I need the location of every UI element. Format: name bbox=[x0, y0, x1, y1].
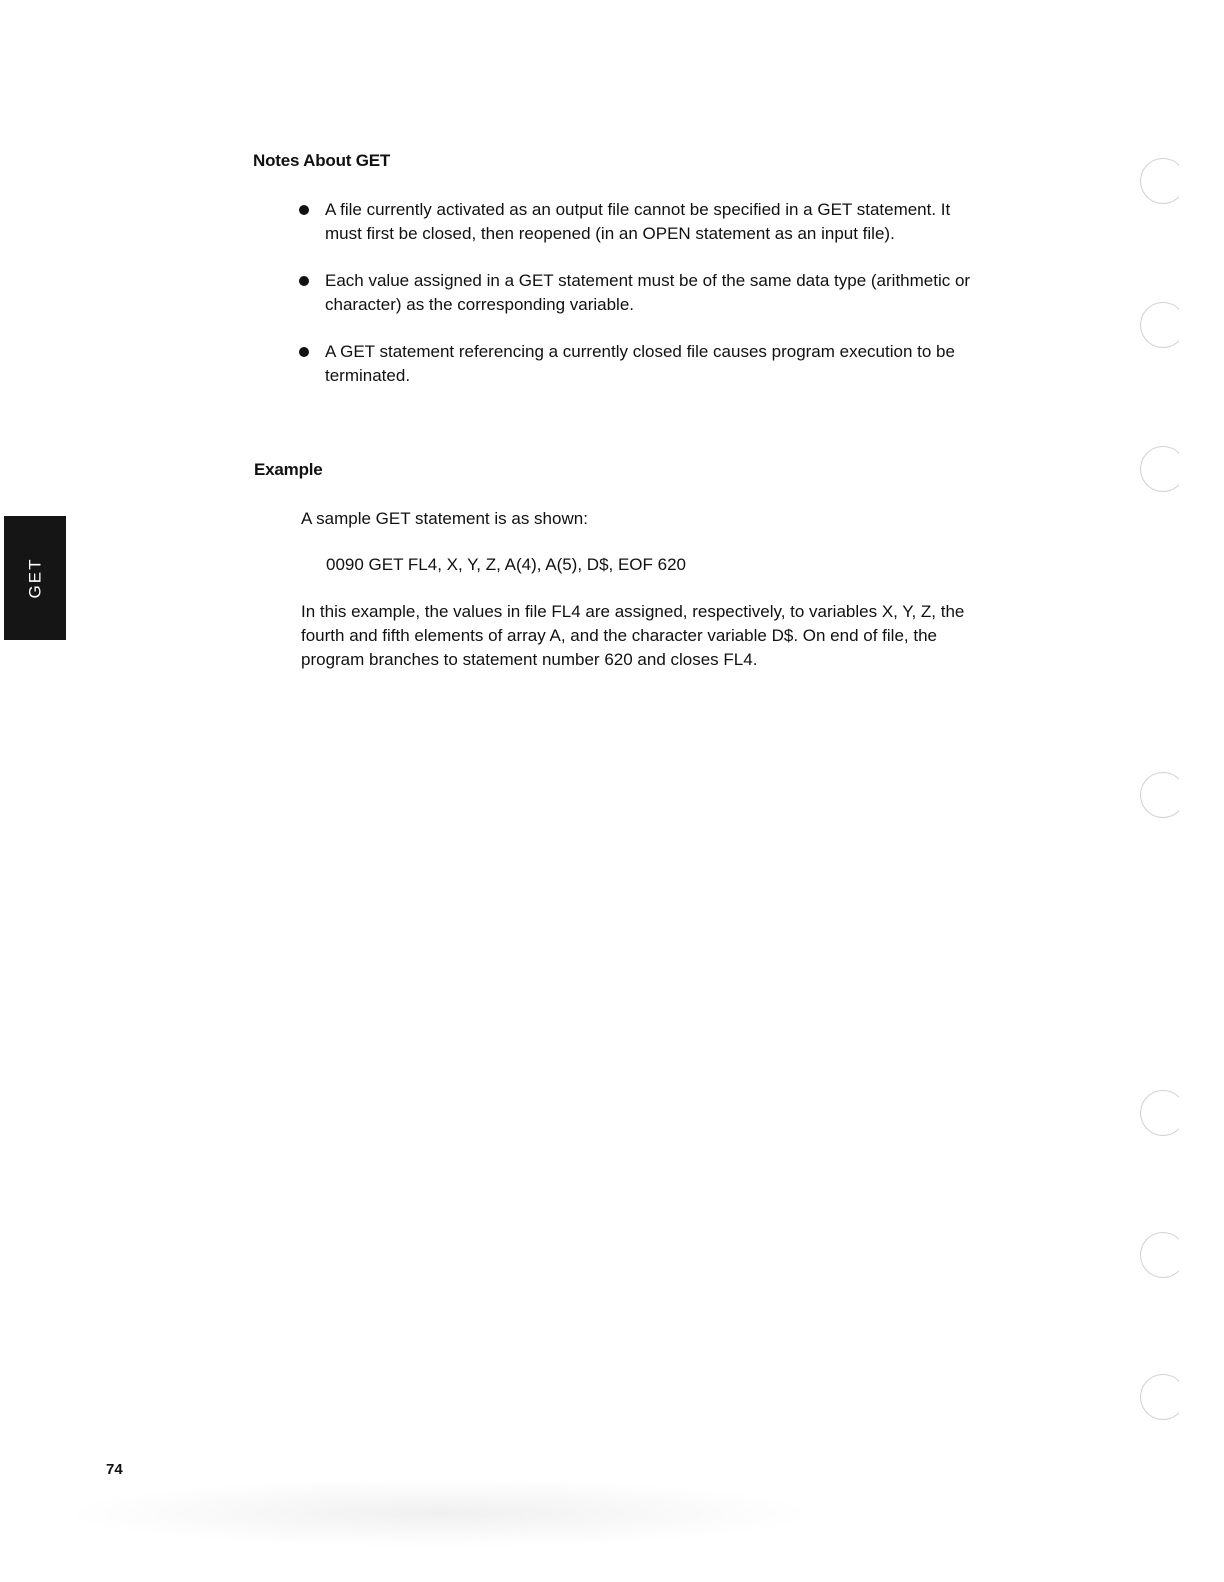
notes-heading: Notes About GET bbox=[253, 151, 391, 170]
section-tab bbox=[4, 516, 66, 640]
bullet-icon bbox=[299, 205, 309, 215]
page-number: 74 bbox=[106, 1461, 123, 1478]
binder-hole-icon bbox=[1140, 1374, 1186, 1420]
example-code: 0090 GET FL4, X, Y, Z, A(4), A(5), D$, EOF 620 bbox=[326, 555, 687, 574]
section-tab-label: GET bbox=[24, 557, 44, 599]
bullet-icon bbox=[299, 276, 309, 286]
note-item bbox=[299, 198, 979, 246]
note-item bbox=[299, 340, 979, 388]
binder-hole-icon bbox=[1140, 446, 1186, 492]
example-explanation: In this example, the values in file FL4 are assigned, respectively, to variables X, Y, Z, the fourth and fifth elements of array A, and the character variable D$. On end of file, the program branches to statement number 620 and closes FL4. bbox=[301, 602, 965, 669]
note-text: A GET statement referencing a currently closed file causes program execution to be terminated. bbox=[325, 342, 955, 385]
note-text: A file currently activated as an output file cannot be specified in a GET statement. It must first be closed, then reopened (in an OPEN statement as an input file). bbox=[325, 200, 951, 243]
binder-hole-icon bbox=[1140, 302, 1186, 348]
binder-hole-icon bbox=[1140, 772, 1186, 818]
example-heading: Example bbox=[254, 460, 323, 479]
bullet-icon bbox=[299, 347, 309, 357]
notes-list bbox=[299, 198, 979, 411]
binder-hole-icon bbox=[1140, 1232, 1186, 1278]
binder-hole-icon bbox=[1140, 1090, 1186, 1136]
binder-hole-icon bbox=[1140, 158, 1186, 204]
note-text: Each value assigned in a GET statement must be of the same data type (arithmetic or character) as the corresponding variable. bbox=[325, 271, 971, 314]
scan-noise bbox=[60, 1478, 820, 1548]
note-item bbox=[299, 269, 979, 317]
example-intro: A sample GET statement is as shown: bbox=[301, 509, 588, 528]
